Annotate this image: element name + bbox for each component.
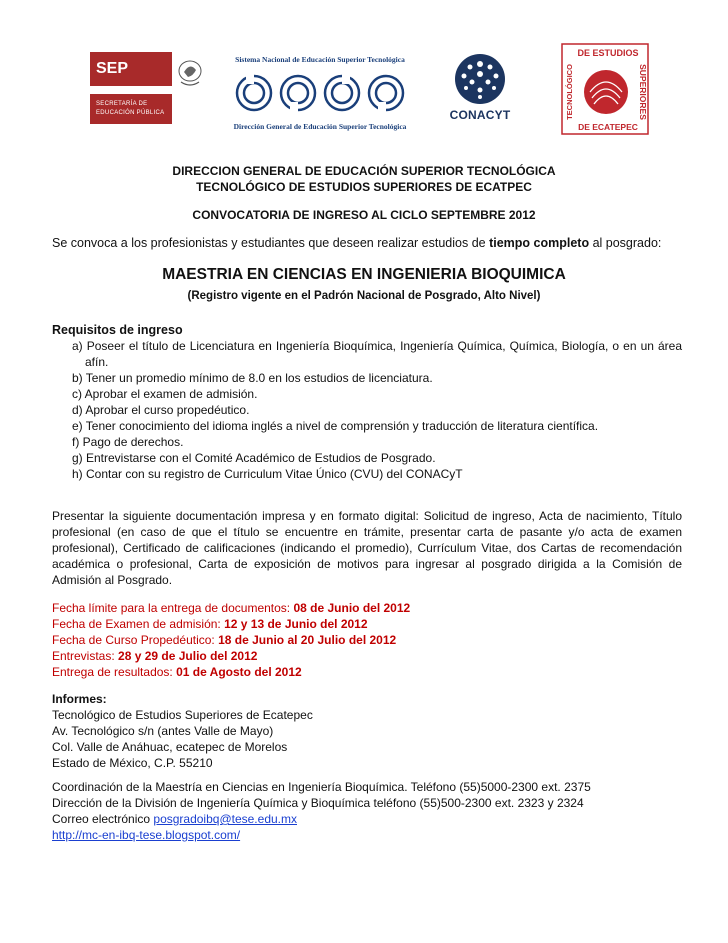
tese-text-top: DE ESTUDIOS <box>577 48 639 58</box>
info-line: Estado de México, C.P. 55210 <box>52 756 213 770</box>
contact-line-division: Dirección de la División de Ingeniería Química y Bioquímica teléfono (55)500-2300 ext. 2323 y 2324 <box>52 796 584 810</box>
snest-top-text: Sistema Nacional de Educación Superior Tecnológica <box>235 55 405 64</box>
documentation-paragraph: Presentar la siguiente documentación impresa y en formato digital: Solicitud de ingreso, Acta de nacimiento, Título profesional (en caso de que el título se encuentre en trámite, presentar carta de pasante y/o acta de examen profesional), Certificado de calificaciones (indicando el promedio), Currículum Vitae, dos Cartas de recomendación académica o profesional, Carta de exposición de motivos para ingresar al posgrado dirigida a la Comisión de Admisión al Posgrado. <box>52 509 682 587</box>
conacyt-globe-icon <box>440 52 520 108</box>
date-row: Fecha de Curso Propedéutico: 18 de Junio al 20 Julio del 2012 <box>52 633 397 647</box>
date-row: Fecha límite para la entrega de documentos: 08 de Junio del 2012 <box>52 601 411 615</box>
requirement-item: h) Contar con su registro de Curriculum Vitae Único (CVU) del CONACyT <box>72 467 463 481</box>
header-line-2: TECNOLÓGICO DE ESTUDIOS SUPERIORES DE ECATPEC <box>196 180 532 194</box>
tese-emblem-icon <box>560 42 650 136</box>
snest-circles-icon <box>232 66 408 120</box>
info-line: Av. Tecnológico s/n (antes Valle de Mayo) <box>52 724 274 738</box>
tese-text-left: TECNOLÓGICO <box>565 64 574 120</box>
sep-logo-label: SEP <box>90 52 172 86</box>
dates-section <box>52 600 682 680</box>
snest-logo <box>232 52 408 136</box>
header-line-3: CONVOCATORIA DE INGRESO AL CICLO SEPTEMBRE 2012 <box>192 208 536 222</box>
info-heading: Informes: <box>52 692 107 706</box>
program-title: MAESTRIA EN CIENCIAS EN INGENIERIA BIOQUIMICA <box>162 266 566 283</box>
requirement-item: a) Poseer el título de Licenciatura en Ingeniería Bioquímica, Ingeniería Química, Química, Biología, o en un área afín. <box>72 339 682 369</box>
email-link[interactable]: posgradoibq@tese.edu.mx <box>153 812 297 826</box>
blog-url-link[interactable]: http://mc-en-ibq-tese.blogspot.com/ <box>52 828 241 842</box>
tese-logo <box>560 42 650 136</box>
sep-logo-subtitle: SECRETARÍA DE EDUCACIÓN PÚBLICA <box>90 94 172 124</box>
tese-text-right: SUPERIORES <box>638 64 648 120</box>
date-row: Entrega de resultados: 01 de Agosto del 2012 <box>52 665 302 679</box>
intro-text: Se convoca a los profesionistas y estudiantes que deseen realizar estudios de tiempo completo al posgrado: <box>52 236 662 250</box>
requirement-item: d) Aprobar el curso propedéutico. <box>72 403 250 417</box>
info-line: Col. Valle de Anáhuac, ecatepec de Morelos <box>52 740 288 754</box>
requirement-item: f) Pago de derechos. <box>72 435 184 449</box>
program-subtitle: (Registro vigente en el Padrón Nacional de Posgrado, Alto Nivel) <box>187 290 541 302</box>
conacyt-logo <box>440 52 520 132</box>
requirements-heading: Requisitos de ingreso <box>52 323 183 337</box>
requirement-item: g) Entrevistarse con el Comité Académico de Estudios de Posgrado. <box>72 451 436 465</box>
tese-text-bottom: DE ECATEPEC <box>578 122 638 132</box>
date-row: Fecha de Examen de admisión: 12 y 13 de Junio del 2012 <box>52 617 368 631</box>
requirement-item: b) Tener un promedio mínimo de 8.0 en los estudios de licenciatura. <box>72 371 433 385</box>
sep-logo <box>82 46 200 128</box>
mexican-eagle-icon <box>176 58 204 88</box>
header-line-1: DIRECCION GENERAL DE EDUCACIÓN SUPERIOR TECNOLÓGICA <box>172 164 556 178</box>
conacyt-label: CONACYT <box>449 108 511 122</box>
info-line: Tecnológico de Estudios Superiores de Ecatepec <box>52 708 313 722</box>
contact-url-row <box>52 827 702 843</box>
info-section <box>52 691 682 771</box>
snest-bottom-text: Dirección General de Educación Superior Tecnológica <box>233 122 407 131</box>
requirement-item: c) Aprobar el examen de admisión. <box>72 387 258 401</box>
requirements-section <box>52 322 682 482</box>
date-row: Entrevistas: 28 y 29 de Julio del 2012 <box>52 649 258 663</box>
contact-email-row: Correo electrónico posgradoibq@tese.edu.mx <box>52 812 297 826</box>
contact-section <box>52 779 702 843</box>
contact-line-coordination: Coordinación de la Maestría en Ciencias en Ingeniería Bioquímica. Teléfono (55)5000-2300 ext. 2375 <box>52 780 591 794</box>
requirement-item: e) Tener conocimiento del idioma inglés a nivel de comprensión y traducción de literatura científica. <box>72 419 599 433</box>
